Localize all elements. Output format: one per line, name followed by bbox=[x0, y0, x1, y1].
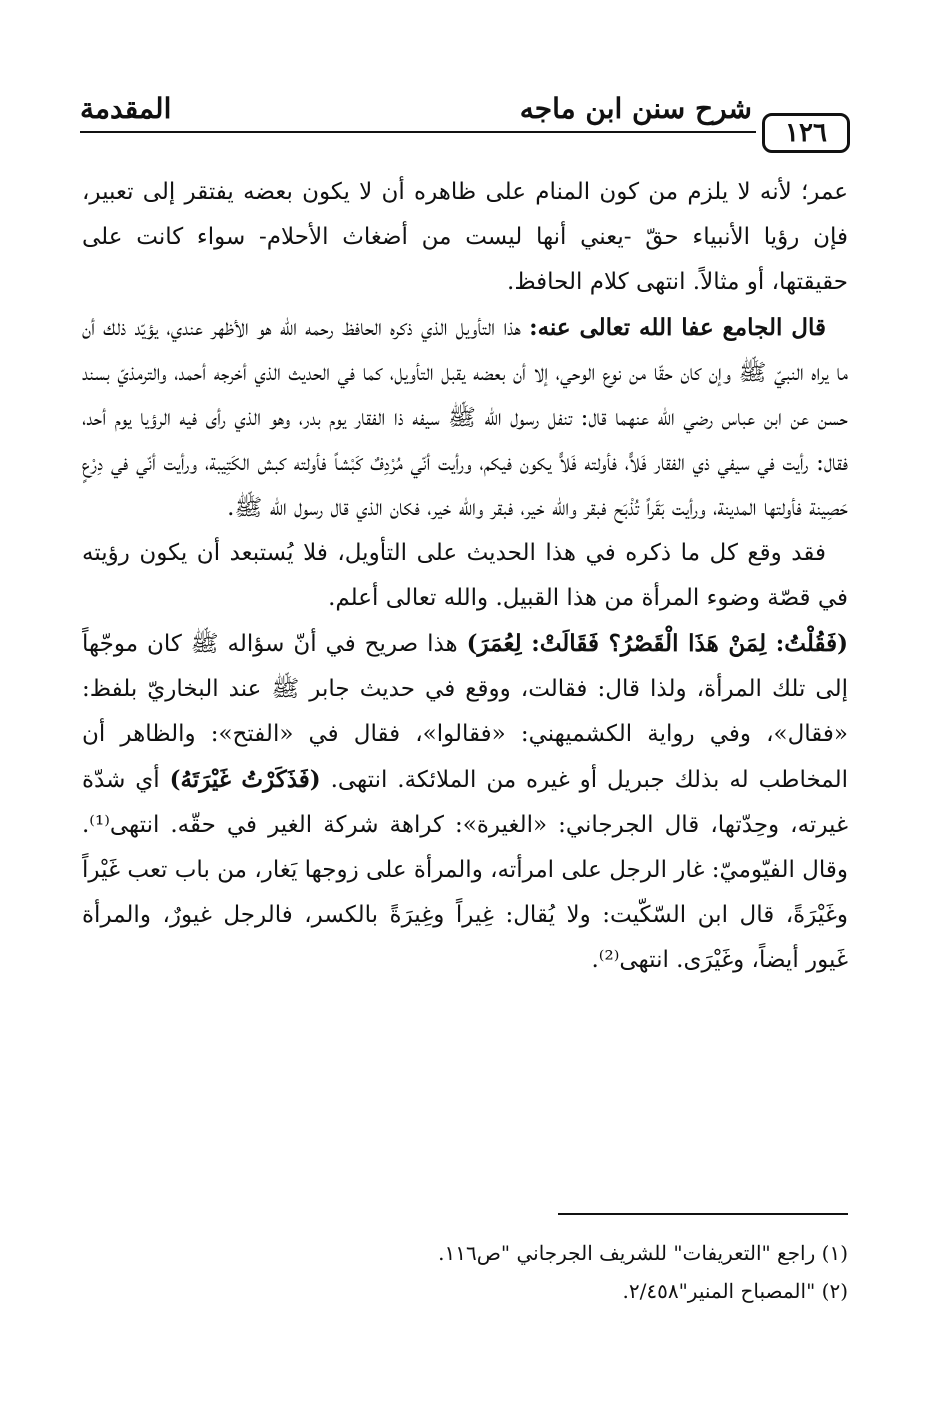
footnote-1: (١) راجع "التعريفات" للشريف الجرجاني "ص١١٦. bbox=[438, 1241, 848, 1265]
paragraph-4-text-1: هذا صريح في أنّ سؤاله ﷺ كان موجّهاً إلى تلك المرأة، ولذا قال: فقالت، ووقع في حديث جابر ﷺ عند البخاريّ بلفظ: «فقال»، وفي رواية الكشميهني: «فقالوا»، فقال في «الفتح»: والظاهر أن المخاطب له بذلك جبريل أو غيره من الملائكة. انتهى. bbox=[82, 631, 849, 793]
footnote-rule bbox=[558, 1213, 848, 1215]
hadith-quote-1: (فَقُلْتُ: لِمَنْ هَذَا الْقَصْرُ؟ فَقَالَتْ: لِعُمَرَ) bbox=[466, 630, 848, 657]
page-number: ١٢٦ bbox=[785, 118, 827, 148]
book-title: شرح سنن ابن ماجه bbox=[519, 92, 752, 125]
paragraph-2 bbox=[82, 305, 848, 531]
main-text bbox=[82, 170, 848, 983]
paragraph-3: فقد وقع كل ما ذكره في هذا الحديث على التأويل، فلا يُستبعد أن يكون رؤيته في قصّة وضوء المرأة من هذا القبيل. والله تعالى أعلم. bbox=[82, 540, 848, 611]
paragraph-4 bbox=[82, 621, 848, 983]
paragraph-1: عمر؛ لأنه لا يلزم من كون المنام على ظاهره أن لا يكون بعضه يفتقر إلى تعبير، فإن رؤيا الأنبياء حقّ -يعني أنها ليست من أضغاث الأحلام- سواء كانت على حقيقتها، أو مثالاً. انتهى كلام الحافظ. bbox=[82, 179, 848, 295]
page-number-badge bbox=[762, 113, 850, 153]
header-rule bbox=[80, 131, 756, 133]
section-title: المقدمة bbox=[80, 92, 172, 125]
paragraph-2-text: هذا التأويل الذي ذكره الحافظ رحمه الله هو الأظهر عندي، يؤيّد ذلك أن ما يراه النبيّ ﷺ وإن كان حقّا من نوع الوحي، إلا أن بعضه يقبل التأويل، كما في الحديث الذي أخرجه أحمد، والترمذيّ بسند حسن عن ابن عباس رضي الله عنهما قال: تنفل رسول الله ﷺ سيفه ذا الفقار يوم بدر، وهو الذي رأى فيه الرؤيا يوم أحد، فقال: رأيت في سيفي ذي الفقار فَلاًّ، فأولته فَلاًّ يكون فيكم، ورأيت أنّي مُرْدِفٌ كَبْشاً فأولته كبش الكَتِيبة، ورأيت أنّي في دِرْعٍ حَصِينة فأولتها المدينة، ورأيت بَقَراً تُذْبَح فبقر والله خير، فبقر والله خير، فكان الذي قال رسول الله ﷺ. bbox=[82, 315, 848, 521]
footnote-2: (٢) "المصباح المنير"٢/٤٥٨. bbox=[622, 1279, 848, 1303]
paragraph-2-lead: قال الجامع عفا الله تعالى عنه: bbox=[529, 314, 826, 341]
paragraph-4-text-2: أي شدّة غيرته، وحِدّتها، قال الجرجاني: «الغيرة»: كراهة شركة الغير في حقّه. انتهى⁽¹⁾. وقال الفيّوميّ: غار الرجل على امرأته، والمرأة على زوجها يَغار، من باب تعب غَيْراً وغَيْرَةً، قال ابن السّكّيت: ولا يُقال: غِيراً وغِيرَةً بالكسر، فالرجل غيورٌ، والمرأة غَيور أيضاً، وغَيْرَى. انتهى⁽²⁾. bbox=[82, 767, 848, 973]
footnotes bbox=[82, 1234, 848, 1310]
hadith-quote-2: (فَذَكَرْتُ غَيْرَتَهُ) bbox=[169, 766, 321, 793]
